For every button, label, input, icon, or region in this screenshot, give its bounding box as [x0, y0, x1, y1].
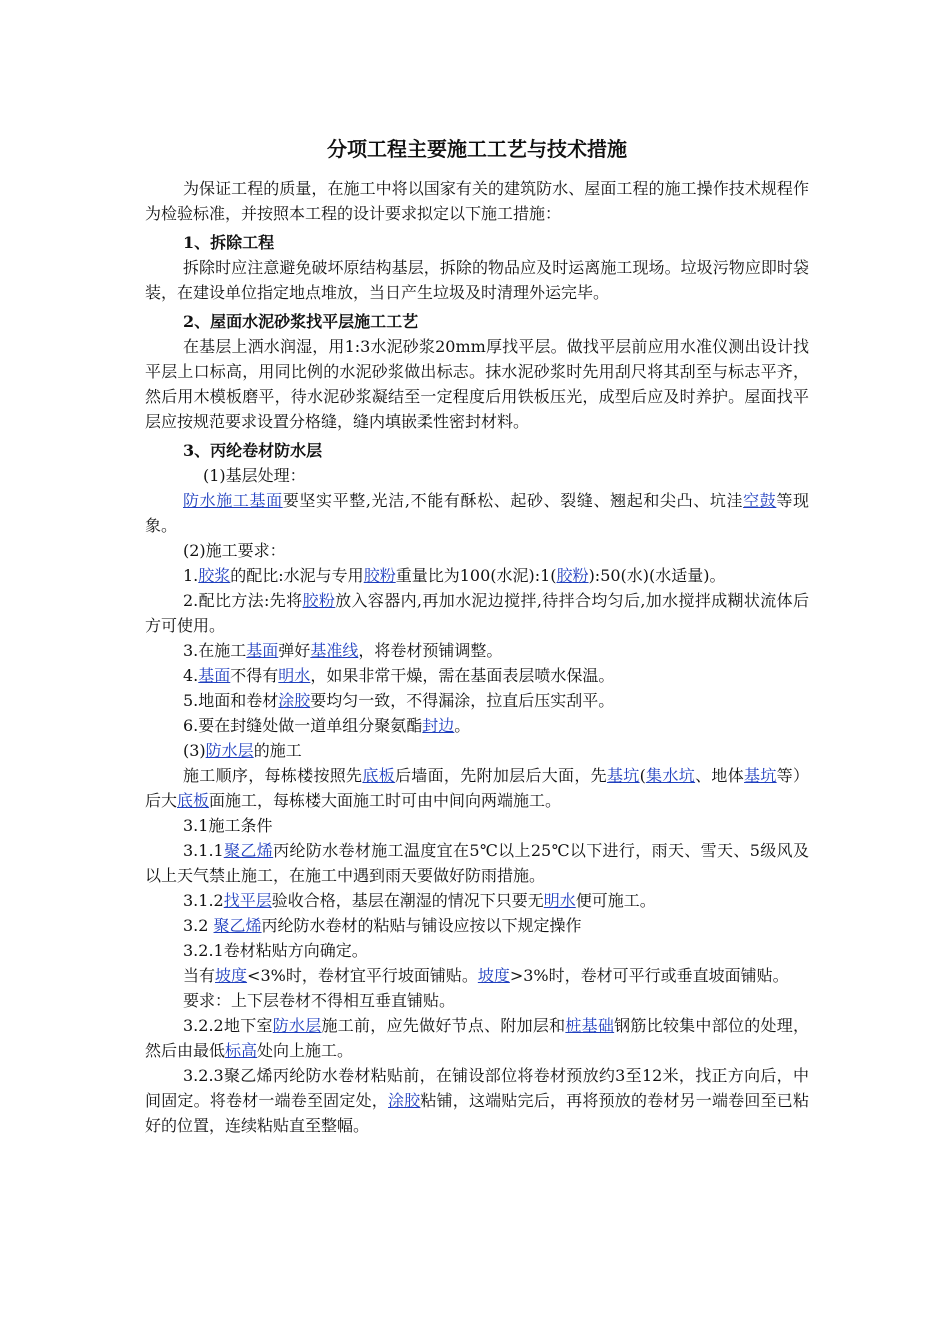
text-run: 重量比为100(水泥):1( — [395, 566, 557, 585]
text-run: 5.地面和卷材 — [183, 691, 279, 710]
term-link[interactable]: 集水坑 — [645, 766, 696, 785]
text-run: 在基层上洒水润湿，用1:3水泥砂浆20mm厚找平层。做找平层前应用水准仪测出设计找平层上口标高，用同比例的水泥砂浆做出标志。抹水泥砂浆时先用刮尺将其刮至与标志平齐，然后用木模板磨平，待水泥砂浆凝结至一定程度后用铁板压光，成型后应及时养护。屋面找平层应按规范要求设置分格缝，缝内填嵌柔性密封材料。 — [145, 337, 809, 431]
text-run: (2)施工要求： — [183, 541, 286, 560]
text-run: 等）后大 — [145, 766, 809, 810]
body-paragraph — [145, 588, 809, 638]
text-run: 3.在施工 — [183, 641, 247, 660]
text-run: 要坚实平整,光洁,不能有酥松、起砂、裂缝、翘起和尖凸、坑洼 — [282, 491, 744, 510]
text-run: 。 — [454, 716, 471, 735]
term-link[interactable]: 基面 — [198, 666, 231, 685]
body-paragraph — [145, 488, 809, 538]
text-run: ( — [639, 766, 646, 785]
text-run: 、地体 — [695, 766, 745, 785]
text-run: 要均匀一致，不得漏涂，拉直后压实刮平。 — [310, 691, 615, 710]
term-link[interactable]: 防水施工基面 — [183, 491, 283, 510]
text-run: <3%时，卷材宜平行坡面铺贴。 — [247, 966, 478, 985]
term-link[interactable]: 坡度 — [215, 966, 248, 985]
body-paragraph — [145, 738, 809, 763]
body-paragraph — [145, 638, 809, 663]
body-paragraph — [145, 713, 809, 738]
text-run: 钢筋比较集中部位的处理，然后由最低 — [145, 1016, 809, 1060]
term-link[interactable]: 防水层 — [272, 1016, 322, 1035]
term-link[interactable]: 基面 — [246, 641, 279, 660]
text-run: 拆除时应注意避免破坏原结构基层，拆除的物品应及时运离施工现场。垃圾污物应即时袋装，在建设单位指定地点堆放，当日产生垃圾及时清理外运完毕。 — [145, 258, 809, 302]
text-run: 施工顺序，每栋楼按照先 — [183, 766, 363, 785]
text-run: 面施工，每栋楼大面施工时可由中间向两端施工。 — [209, 791, 562, 810]
term-link[interactable]: 基准线 — [310, 641, 359, 660]
term-link[interactable]: 标高 — [225, 1041, 258, 1060]
text-run: 放入容器内,再加水泥边搅拌,待拌合均匀后,加水搅拌成糊状流体后方可使用。 — [145, 591, 809, 635]
text-run: 丙纶防水卷材施工温度宜在5℃以上25℃以下进行，雨天、雪天、5级风及以上天气禁止施工，在施工中遇到雨天要做好防雨措施。 — [145, 841, 809, 885]
body-paragraph — [145, 688, 809, 713]
text-run: 为保证工程的质量，在施工中将以国家有关的建筑防水、屋面工程的施工操作技术规程作为检验标准，并按照本工程的设计要求拟定以下施工措施： — [145, 179, 809, 223]
text-run: 粘铺，这端贴完后，再将预放的卷材另一端卷回至已粘好的位置，连续粘贴直至整幅。 — [145, 1091, 809, 1135]
text-run: 1. — [183, 566, 199, 585]
text-run: 验收合格，基层在潮湿的情况下只要无 — [271, 891, 544, 910]
document-title: 分项工程主要施工工艺与技术措施 — [327, 137, 627, 161]
body-paragraph — [145, 963, 809, 988]
body-paragraph — [145, 1013, 809, 1063]
text-run: 弹好 — [278, 641, 311, 660]
term-link[interactable]: 底板 — [177, 791, 210, 810]
text-run: 的施工 — [253, 741, 302, 760]
term-link[interactable]: 胶粉 — [363, 566, 396, 585]
text-run: 3.2.3聚乙烯丙纶防水卷材粘贴前，在铺设部位将卷材预放约3至12米，找正方向后，中间固定。将卷材一端卷至固定处， — [145, 1066, 809, 1110]
body-paragraph — [145, 463, 809, 488]
term-link[interactable]: 基坑 — [744, 766, 777, 785]
text-run: >3%时，卷材可平行或垂直坡面铺贴。 — [509, 966, 789, 985]
text-run: 1、拆除工程 — [183, 233, 275, 252]
text-run: 3.2.2地下室 — [183, 1016, 273, 1035]
text-run: 3、丙纶卷材防水层 — [183, 441, 323, 460]
text-run: (1)基层处理： — [203, 466, 306, 485]
term-link[interactable]: 涂胶 — [278, 691, 311, 710]
text-run: ):50(水)(水适量)。 — [588, 566, 726, 585]
body-paragraph — [145, 988, 809, 1013]
text-run: 不得有 — [230, 666, 279, 685]
text-run: 3.2 — [183, 916, 214, 935]
body-paragraph — [145, 1063, 809, 1138]
text-run: 要求：上下层卷材不得相互垂直铺贴。 — [183, 991, 456, 1010]
term-link[interactable]: 聚乙烯 — [213, 916, 262, 935]
body-paragraph — [145, 334, 809, 434]
text-run: 的配比:水泥与专用 — [230, 566, 364, 585]
body-paragraph — [145, 813, 809, 838]
text-run: 2.配比方法:先将 — [183, 591, 303, 610]
body-paragraph — [145, 763, 809, 813]
text-run: 处向上施工。 — [257, 1041, 354, 1060]
term-link[interactable]: 胶粉 — [556, 566, 589, 585]
text-run: 3.1.1 — [183, 841, 224, 860]
term-link[interactable]: 涂胶 — [387, 1091, 421, 1110]
document-body — [145, 176, 809, 1138]
term-link[interactable]: 空鼓 — [743, 491, 777, 510]
term-link[interactable]: 聚乙烯 — [223, 841, 274, 860]
term-link[interactable]: 封边 — [422, 716, 455, 735]
text-run: ，将卷材预铺调整。 — [358, 641, 503, 660]
term-link[interactable]: 防水层 — [205, 741, 254, 760]
term-link[interactable]: 明水 — [543, 891, 576, 910]
body-paragraph — [145, 838, 809, 888]
body-paragraph — [145, 255, 809, 305]
term-link[interactable]: 基坑 — [606, 766, 640, 785]
body-paragraph — [145, 563, 809, 588]
body-paragraph — [145, 663, 809, 688]
section-heading — [145, 309, 809, 334]
text-run: 6.要在封缝处做一道单组分聚氨酯 — [183, 716, 423, 735]
text-run: 4. — [183, 666, 199, 685]
text-run: 等现象。 — [145, 491, 809, 535]
term-link[interactable]: 明水 — [278, 666, 311, 685]
body-paragraph — [145, 538, 809, 563]
term-link[interactable]: 桩基础 — [565, 1016, 615, 1035]
body-paragraph — [145, 938, 809, 963]
text-run: 当有 — [183, 966, 216, 985]
text-run: 3.1.2 — [183, 891, 224, 910]
text-run: 便可施工。 — [575, 891, 656, 910]
text-run: 施工前，应先做好节点、附加层和 — [321, 1016, 566, 1035]
term-link[interactable]: 找平层 — [223, 891, 272, 910]
section-heading — [145, 230, 809, 255]
text-run: 3.1施工条件 — [183, 816, 273, 835]
text-run: 2、屋面水泥砂浆找平层施工工艺 — [183, 312, 419, 331]
term-link[interactable]: 底板 — [362, 766, 395, 785]
text-run: 后墙面，先附加层后大面，先 — [395, 766, 607, 785]
body-paragraph — [145, 176, 809, 226]
text-run: 3.2.1卷材粘贴方向确定。 — [183, 941, 368, 960]
term-link[interactable]: 胶粉 — [302, 591, 336, 610]
document-page — [145, 132, 809, 1138]
body-paragraph — [145, 913, 809, 938]
text-run: (3) — [183, 741, 206, 760]
term-link[interactable]: 坡度 — [477, 966, 510, 985]
text-run: 丙纶防水卷材的粘贴与铺设应按以下规定操作 — [261, 916, 582, 935]
text-run: ，如果非常干燥，需在基面表层喷水保温。 — [310, 666, 615, 685]
section-heading — [145, 438, 809, 463]
body-paragraph — [145, 888, 809, 913]
term-link[interactable]: 胶浆 — [198, 566, 231, 585]
